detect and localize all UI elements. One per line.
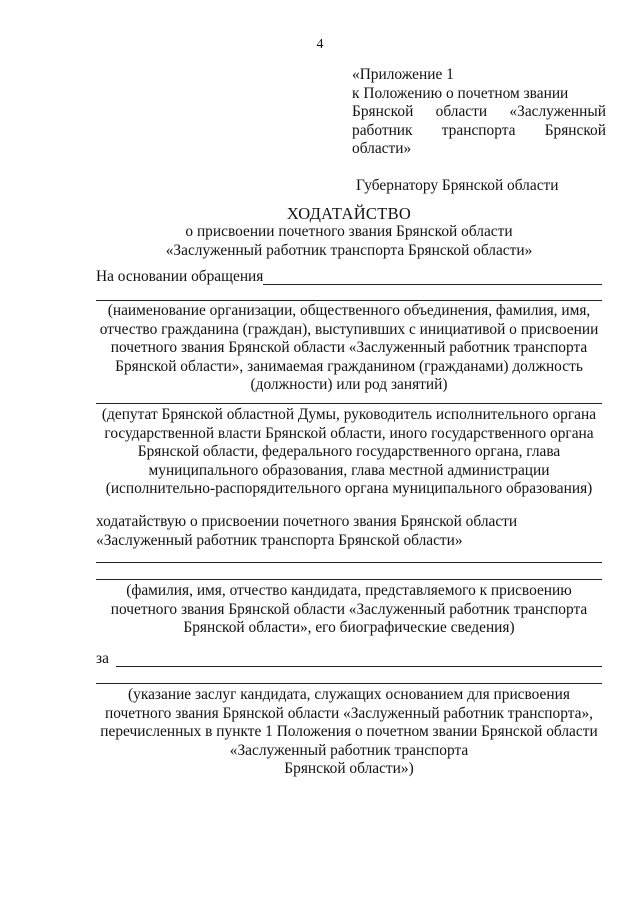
note-line: (указание заслуг кандидата, служащих основанием для присвоения — [128, 686, 570, 703]
note-line: (наименование организации, общественного объединения, фамилия, имя, — [107, 302, 591, 319]
note-line: Брянской области») — [284, 760, 414, 777]
for-label: за — [96, 650, 109, 667]
page-number: 4 — [316, 37, 324, 52]
appendix-word: работник — [352, 121, 413, 139]
appendix-word: транспорта — [441, 121, 516, 139]
appendix-word: области — [435, 103, 488, 120]
subtitle-line: «Заслуженный работник транспорта Брянской области» — [165, 241, 533, 259]
note-line: муниципального образования, глава местной администрации — [148, 461, 550, 479]
note-line: Брянской области, федерального государственного органа, глава — [137, 443, 561, 460]
note-line: почетного звания Брянской области «Заслуженный работник транспорта — [110, 600, 588, 618]
note-merits — [96, 686, 602, 779]
candidate-fill-line-1[interactable] — [96, 562, 602, 563]
candidate-fill-line-2[interactable] — [96, 579, 602, 580]
merits-fill-line-2[interactable] — [96, 683, 602, 684]
note-applicant — [96, 302, 602, 395]
appendix-line — [352, 122, 606, 141]
addressee: Губернатору Брянской области — [356, 177, 559, 194]
note-line: Брянской области», его биографические сведения) — [183, 619, 515, 636]
petition-line: ходатайствую о присвоении почетного звания Брянской области — [96, 513, 518, 530]
applicant-fill-line[interactable] — [96, 300, 602, 301]
appendix-word: «Заслуженный — [509, 103, 606, 120]
petition-line: «Заслуженный работник транспорта Брянской области» — [96, 531, 463, 549]
note-candidate — [96, 582, 602, 638]
note-line: государственной власти Брянской области, иного государственного органа — [104, 424, 594, 442]
subtitle-line: о присвоении почетного звания Брянской области — [185, 223, 513, 240]
note-line: почетного звания Брянской области «Заслуженный работник транспорта», — [104, 704, 594, 722]
note-line: (фамилия, имя, отчество кандидата, представляемого к присвоению — [126, 582, 572, 599]
basis-label: На основании обращения — [96, 268, 264, 285]
note-line: (должности) или род занятий) — [250, 376, 448, 393]
appendix-line: области» — [352, 140, 412, 157]
note-line: (исполнительно-распорядительного органа муниципального образования) — [105, 480, 593, 497]
document-subtitle — [96, 223, 602, 260]
document-title: ХОДАТАЙСТВО — [286, 204, 412, 223]
merits-fill-line-1[interactable] — [116, 666, 602, 667]
note-line: перечисленных в пункте 1 Положения о почетном звании Брянской области — [100, 723, 598, 740]
appendix-line: к Положению о почетном звании — [352, 84, 569, 102]
appendix-line — [352, 103, 606, 122]
appendix-header — [352, 66, 606, 159]
note-line: отчество гражданина (граждан), выступивших с инициативой о присвоении — [99, 320, 599, 338]
note-line: «Заслуженный работник транспорта — [229, 741, 469, 759]
official-fill-line[interactable] — [96, 403, 602, 404]
appendix-word: Брянской — [352, 103, 414, 120]
note-line: (депутат Брянской областной Думы, руководитель исполнительного органа — [101, 406, 597, 423]
petition-text — [96, 513, 602, 550]
basis-fill-line[interactable] — [263, 284, 602, 285]
note-line: почетного звания Брянской области «Заслуженный работник транспорта — [110, 339, 588, 356]
appendix-line: «Приложение 1 — [352, 66, 454, 83]
note-line: Брянской области», занимаемая гражданином (гражданами) должность — [115, 357, 583, 375]
note-official — [96, 406, 602, 499]
appendix-word: Брянской — [544, 121, 606, 139]
